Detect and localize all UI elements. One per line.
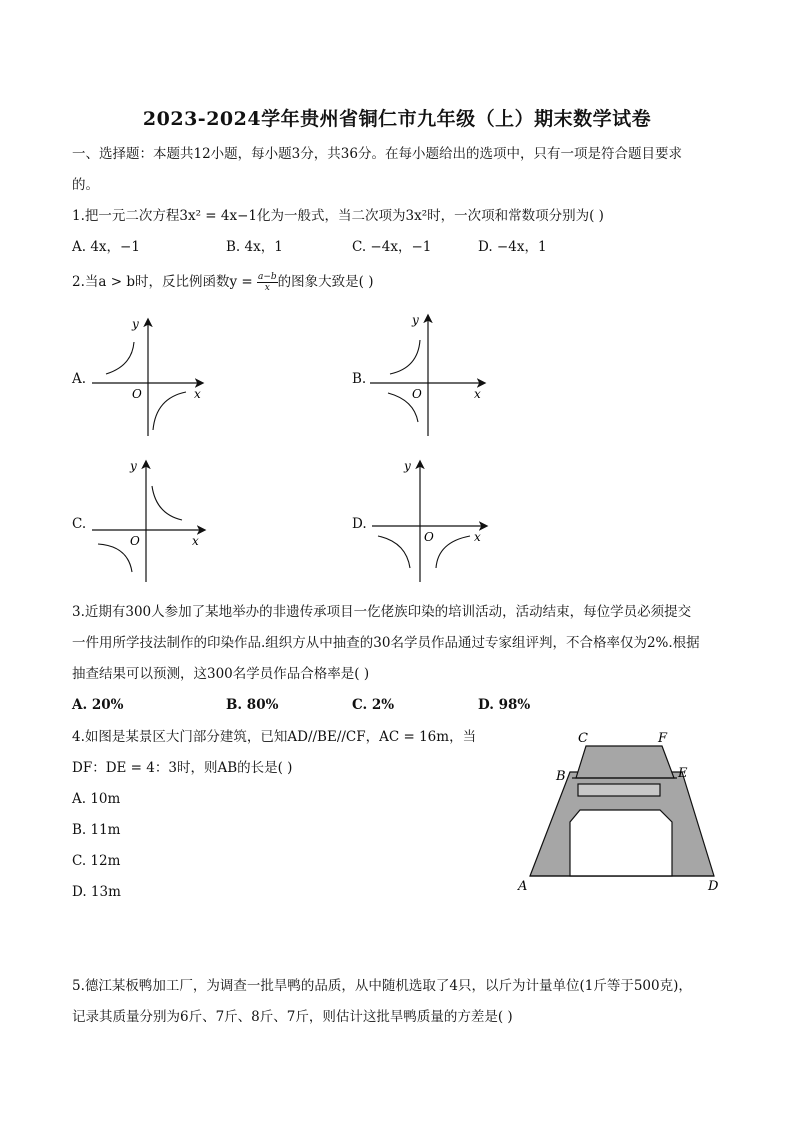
origin-label: O xyxy=(424,530,434,544)
gate-top-band xyxy=(576,746,674,778)
q1-option-c: C. −4x，−1 xyxy=(352,239,432,255)
q2-option-a-label: A. xyxy=(72,371,87,387)
q2-stem-post: 的图象大致是( ) xyxy=(277,274,374,290)
q2-option-d-label: D. xyxy=(352,516,367,532)
q3-option-b: B. 80% xyxy=(226,697,279,713)
section-heading-line1: 一、选择题：本题共12小题，每小题3分，共36分。在每小题给出的选项中，只有一项是符合题目要求 xyxy=(72,146,682,162)
q2-graph-c xyxy=(90,456,210,584)
q4-gate-figure xyxy=(514,726,728,898)
q1-stem: 1.把一元二次方程3x² = 4x−1化为一般式，当二次项为3x²时，一次项和常数项分别为( ) xyxy=(72,208,604,224)
origin-label: O xyxy=(412,387,422,401)
curve-upper-left xyxy=(390,340,420,374)
q1-option-d: D. −4x，1 xyxy=(478,239,547,255)
curve-lower-left xyxy=(378,536,410,568)
q2-graph-a xyxy=(90,314,210,438)
label-e: E xyxy=(678,766,688,781)
q2-fraction xyxy=(257,272,278,293)
curve-lower-left xyxy=(98,544,132,572)
x-axis-label: x xyxy=(474,387,481,401)
page-title: 2023-2024学年贵州省铜仁市九年级（上）期末数学试卷 xyxy=(142,108,652,130)
y-axis-label: y xyxy=(132,317,139,331)
label-d: D xyxy=(708,879,719,894)
q4-option-a: A. 10m xyxy=(72,791,121,807)
q3-option-d: D. 98% xyxy=(478,697,531,713)
origin-label: O xyxy=(132,387,142,401)
q1-option-b: B. 4x，1 xyxy=(226,239,283,255)
gate-sign-plate xyxy=(578,784,660,796)
q3-stem-line2: 一件用所学技法制作的印染作品.组织方从中抽查的30名学员作品通过专家组评判，不合格率仅为2%.根据 xyxy=(72,635,700,651)
q3-stem-line1: 3.近期有300人参加了某地举办的非遗传承项目一仡佬族印染的培训活动，活动结束，每位学员必须提交 xyxy=(72,604,692,620)
q1-option-a: A. 4x，−1 xyxy=(72,239,140,255)
curve-lower-right xyxy=(436,536,470,568)
section-heading-line2: 的。 xyxy=(72,177,99,193)
gate-opening xyxy=(570,810,672,876)
label-b: B xyxy=(556,769,566,784)
q2-stem xyxy=(72,272,374,293)
q3-option-c: C. 2% xyxy=(352,697,395,713)
y-axis-label: y xyxy=(130,459,137,473)
label-c: C xyxy=(578,731,588,746)
q2-fraction-denominator: x xyxy=(264,283,270,293)
curve-lower-right xyxy=(153,392,186,430)
x-axis-label: x xyxy=(194,387,201,401)
q5-stem-line2: 记录其质量分别为6斤、7斤、8斤、7斤，则估计这批旱鸭质量的方差是( ) xyxy=(72,1009,513,1025)
q3-option-a: A. 20% xyxy=(72,697,124,713)
x-axis-label: x xyxy=(192,534,199,548)
q3-stem-line3: 抽查结果可以预测，这300名学员作品合格率是( ) xyxy=(72,666,370,682)
q2-fraction-numerator: a−b xyxy=(258,272,277,282)
x-axis-label: x xyxy=(474,530,481,544)
q4-stem-line1: 4.如图是某景区大门部分建筑，已知AD//BE//CF，AC = 16m，当 xyxy=(72,729,477,745)
q2-option-b-label: B. xyxy=(352,371,367,387)
y-axis-label: y xyxy=(404,459,411,473)
q2-stem-pre: 2.当a > b时，反比例函数y = xyxy=(72,274,257,290)
label-a: A xyxy=(518,879,528,894)
q4-option-d: D. 13m xyxy=(72,884,121,900)
q2-option-c-label: C. xyxy=(72,516,87,532)
origin-label: O xyxy=(130,534,140,548)
q2-graph-d xyxy=(370,456,492,584)
curve-upper-left xyxy=(106,342,134,374)
q4-option-b: B. 11m xyxy=(72,822,121,838)
q5-stem-line1: 5.德江某板鸭加工厂，为调查一批旱鸭的品质，从中随机选取了4只，以斤为计量单位(1斤等于500克)， xyxy=(72,978,692,994)
curve-upper-right xyxy=(152,486,182,520)
y-axis-label: y xyxy=(412,313,419,327)
q4-stem-line2: DF：DE = 4：3时，则AB的长是( ) xyxy=(72,760,293,776)
q4-option-c: C. 12m xyxy=(72,853,121,869)
label-f: F xyxy=(658,731,668,746)
q2-graph-b xyxy=(368,310,490,438)
